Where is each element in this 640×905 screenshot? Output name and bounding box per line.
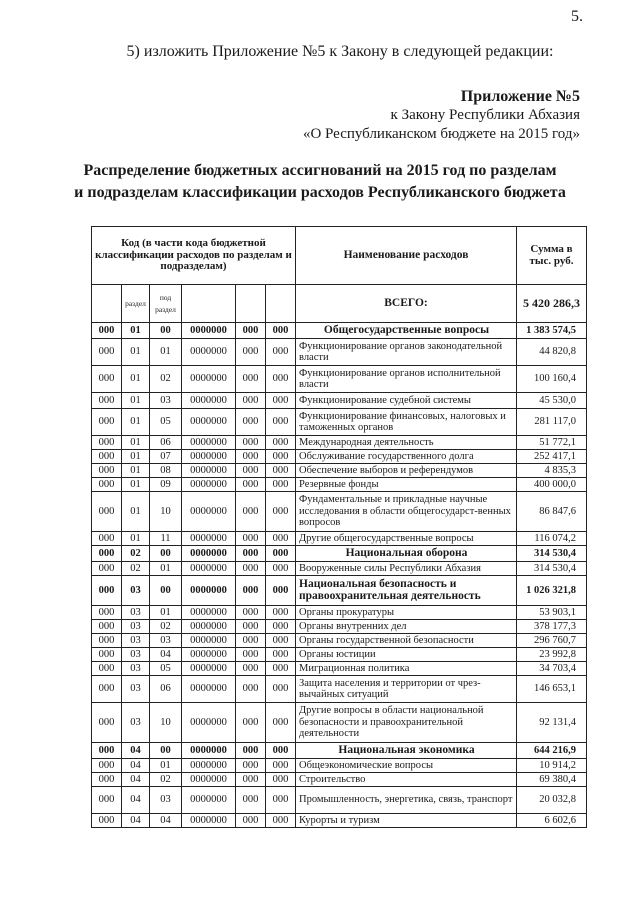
expense-sum: 6 602,6 bbox=[517, 814, 587, 828]
expense-sum: 69 380,4 bbox=[517, 773, 587, 787]
code-economic: 000 bbox=[266, 562, 296, 576]
expense-name: Органы юстиции bbox=[296, 648, 517, 662]
code-section: 04 bbox=[122, 787, 150, 814]
expense-name: Обслуживание государственного долга bbox=[296, 450, 517, 464]
code-budget: 000 bbox=[92, 634, 122, 648]
code-target: 0000000 bbox=[182, 450, 236, 464]
code-section: 03 bbox=[122, 648, 150, 662]
expense-sum: 378 177,3 bbox=[517, 620, 587, 634]
code-subsection: 04 bbox=[150, 814, 182, 828]
code-economic: 000 bbox=[266, 662, 296, 676]
code-budget: 000 bbox=[92, 787, 122, 814]
table-row bbox=[92, 409, 587, 436]
code-subsection: 04 bbox=[150, 648, 182, 662]
code-budget: 000 bbox=[92, 532, 122, 546]
code-budget: 000 bbox=[92, 464, 122, 478]
code-subsection: 01 bbox=[150, 339, 182, 366]
code-expense-type: 000 bbox=[236, 787, 266, 814]
code-expense-type: 000 bbox=[236, 323, 266, 339]
code-economic: 000 bbox=[266, 759, 296, 773]
appendix-title: Приложение №5 bbox=[460, 88, 580, 105]
table-row bbox=[92, 662, 587, 676]
code-subsection: 05 bbox=[150, 662, 182, 676]
code-budget: 000 bbox=[92, 366, 122, 393]
code-expense-type: 000 bbox=[236, 814, 266, 828]
section-row bbox=[92, 546, 587, 562]
code-section: 01 bbox=[122, 450, 150, 464]
expense-name: Функционирование финансовых, налоговых и таможенных органов bbox=[296, 409, 517, 436]
code-subsection: 01 bbox=[150, 759, 182, 773]
code-target: 0000000 bbox=[182, 323, 236, 339]
code-budget: 000 bbox=[92, 576, 122, 606]
expense-sum: 314 530,4 bbox=[517, 546, 587, 562]
expense-name: Курорты и туризм bbox=[296, 814, 517, 828]
expense-name: Международная деятельность bbox=[296, 436, 517, 450]
code-section: 01 bbox=[122, 492, 150, 532]
code-target: 0000000 bbox=[182, 339, 236, 366]
expense-name: Миграционная политика bbox=[296, 662, 517, 676]
table-row bbox=[92, 562, 587, 576]
table-row bbox=[92, 620, 587, 634]
code-economic: 000 bbox=[266, 606, 296, 620]
code-expense-type: 000 bbox=[236, 478, 266, 492]
section-row bbox=[92, 323, 587, 339]
code-expense-type: 000 bbox=[236, 436, 266, 450]
code-economic: 000 bbox=[266, 620, 296, 634]
expense-name: Национальная экономика bbox=[296, 743, 517, 759]
expense-sum: 86 847,6 bbox=[517, 492, 587, 532]
code-subsection: 01 bbox=[150, 606, 182, 620]
code-subsection: 01 bbox=[150, 562, 182, 576]
table-row bbox=[92, 393, 587, 409]
expense-name: Органы прокуратуры bbox=[296, 606, 517, 620]
expense-name: Органы внутренних дел bbox=[296, 620, 517, 634]
code-subsection: 06 bbox=[150, 676, 182, 703]
code-section: 03 bbox=[122, 576, 150, 606]
code-target: 0000000 bbox=[182, 662, 236, 676]
code-target: 0000000 bbox=[182, 648, 236, 662]
code-economic: 000 bbox=[266, 323, 296, 339]
code-subsection: 00 bbox=[150, 546, 182, 562]
expense-sum: 116 074,2 bbox=[517, 532, 587, 546]
expense-sum: 44 820,8 bbox=[517, 339, 587, 366]
code-economic: 000 bbox=[266, 478, 296, 492]
code-section: 03 bbox=[122, 676, 150, 703]
code-target: 0000000 bbox=[182, 620, 236, 634]
expense-name: Промышленность, энергетика, связь, транспорт bbox=[296, 787, 517, 814]
table-row bbox=[92, 787, 587, 814]
code-economic: 000 bbox=[266, 676, 296, 703]
expense-sum: 45 530,0 bbox=[517, 393, 587, 409]
budget-table bbox=[91, 226, 587, 828]
expense-sum: 100 160,4 bbox=[517, 366, 587, 393]
code-subsection: 09 bbox=[150, 478, 182, 492]
expense-name: Строительство bbox=[296, 773, 517, 787]
code-budget: 000 bbox=[92, 773, 122, 787]
code-expense-type: 000 bbox=[236, 409, 266, 436]
code-section: 01 bbox=[122, 532, 150, 546]
code-target: 0000000 bbox=[182, 676, 236, 703]
table-row bbox=[92, 773, 587, 787]
code-section: 03 bbox=[122, 703, 150, 743]
code-section: 01 bbox=[122, 366, 150, 393]
header-name: Наименование расходов bbox=[296, 227, 517, 285]
code-budget: 000 bbox=[92, 323, 122, 339]
code-expense-type: 000 bbox=[236, 743, 266, 759]
code-subsection: 06 bbox=[150, 436, 182, 450]
code-expense-type: 000 bbox=[236, 606, 266, 620]
expense-name: Органы государственной безопасности bbox=[296, 634, 517, 648]
code-budget: 000 bbox=[92, 409, 122, 436]
code-expense-type: 000 bbox=[236, 773, 266, 787]
code-budget: 000 bbox=[92, 676, 122, 703]
code-budget: 000 bbox=[92, 648, 122, 662]
expense-name: Национальная безопасность и правоохранительная деятельность bbox=[296, 576, 517, 606]
code-budget: 000 bbox=[92, 662, 122, 676]
table-row bbox=[92, 648, 587, 662]
code-economic: 000 bbox=[266, 436, 296, 450]
code-expense-type: 000 bbox=[236, 464, 266, 478]
expense-name: Фундаментальные и прикладные научные исследования в области общегосударст-венных вопросов bbox=[296, 492, 517, 532]
code-section: 04 bbox=[122, 814, 150, 828]
table-row bbox=[92, 634, 587, 648]
expense-sum: 92 131,4 bbox=[517, 703, 587, 743]
instruction-text: 5) изложить Приложение №5 к Закону в следующей редакции: bbox=[126, 43, 554, 60]
code-budget: 000 bbox=[92, 562, 122, 576]
code-subsection: 10 bbox=[150, 492, 182, 532]
expense-name: Общегосударственные вопросы bbox=[296, 323, 517, 339]
code-target: 0000000 bbox=[182, 478, 236, 492]
expense-sum: 51 772,1 bbox=[517, 436, 587, 450]
code-section: 01 bbox=[122, 436, 150, 450]
code-budget: 000 bbox=[92, 436, 122, 450]
code-target: 0000000 bbox=[182, 562, 236, 576]
code-economic: 000 bbox=[266, 634, 296, 648]
expense-sum: 1 383 574,5 bbox=[517, 323, 587, 339]
table-row bbox=[92, 759, 587, 773]
code-expense-type: 000 bbox=[236, 676, 266, 703]
expense-name: Функционирование органов исполнительной власти bbox=[296, 366, 517, 393]
code-expense-type: 000 bbox=[236, 576, 266, 606]
code-budget: 000 bbox=[92, 478, 122, 492]
code-target: 0000000 bbox=[182, 409, 236, 436]
total-value: 5 420 286,3 bbox=[517, 285, 587, 323]
code-expense-type: 000 bbox=[236, 532, 266, 546]
code-budget: 000 bbox=[92, 546, 122, 562]
code-budget: 000 bbox=[92, 450, 122, 464]
code-expense-type: 000 bbox=[236, 620, 266, 634]
document-title-line-2: и подразделам классификации расходов Республиканского бюджета bbox=[74, 184, 566, 201]
code-subsection: 03 bbox=[150, 787, 182, 814]
table-row bbox=[92, 492, 587, 532]
table-subheader-row bbox=[92, 285, 587, 323]
code-target: 0000000 bbox=[182, 436, 236, 450]
code-section: 01 bbox=[122, 393, 150, 409]
table-row bbox=[92, 464, 587, 478]
code-budget: 000 bbox=[92, 606, 122, 620]
code-subsection: 00 bbox=[150, 323, 182, 339]
code-target: 0000000 bbox=[182, 532, 236, 546]
table-row bbox=[92, 478, 587, 492]
document-title-line-1: Распределение бюджетных ассигнований на 2015 год по разделам bbox=[83, 162, 557, 179]
header-subsection: под раздел bbox=[150, 285, 182, 323]
code-subsection: 00 bbox=[150, 576, 182, 606]
table-row bbox=[92, 703, 587, 743]
code-section: 03 bbox=[122, 662, 150, 676]
expense-sum: 1 026 321,8 bbox=[517, 576, 587, 606]
expense-sum: 34 703,4 bbox=[517, 662, 587, 676]
code-economic: 000 bbox=[266, 743, 296, 759]
appendix-law-name: «О Республиканском бюджете на 2015 год» bbox=[302, 126, 580, 142]
code-target: 0000000 bbox=[182, 703, 236, 743]
code-subsection: 05 bbox=[150, 409, 182, 436]
code-section: 02 bbox=[122, 546, 150, 562]
expense-sum: 4 835,3 bbox=[517, 464, 587, 478]
section-row bbox=[92, 743, 587, 759]
code-budget: 000 bbox=[92, 703, 122, 743]
code-subsection: 03 bbox=[150, 393, 182, 409]
code-economic: 000 bbox=[266, 703, 296, 743]
code-target: 0000000 bbox=[182, 464, 236, 478]
code-budget: 000 bbox=[92, 492, 122, 532]
expense-sum: 146 653,1 bbox=[517, 676, 587, 703]
expense-sum: 53 903,1 bbox=[517, 606, 587, 620]
table-row bbox=[92, 532, 587, 546]
code-economic: 000 bbox=[266, 648, 296, 662]
code-expense-type: 000 bbox=[236, 339, 266, 366]
code-budget: 000 bbox=[92, 814, 122, 828]
code-budget: 000 bbox=[92, 339, 122, 366]
code-subsection: 07 bbox=[150, 450, 182, 464]
code-subsection: 02 bbox=[150, 773, 182, 787]
code-budget: 000 bbox=[92, 743, 122, 759]
code-section: 01 bbox=[122, 409, 150, 436]
code-subsection: 08 bbox=[150, 464, 182, 478]
code-section: 01 bbox=[122, 464, 150, 478]
code-section: 01 bbox=[122, 323, 150, 339]
table-row bbox=[92, 606, 587, 620]
code-target: 0000000 bbox=[182, 576, 236, 606]
expense-name: Общеэкономические вопросы bbox=[296, 759, 517, 773]
expense-sum: 314 530,4 bbox=[517, 562, 587, 576]
code-subsection: 03 bbox=[150, 634, 182, 648]
code-economic: 000 bbox=[266, 546, 296, 562]
code-expense-type: 000 bbox=[236, 393, 266, 409]
code-target: 0000000 bbox=[182, 606, 236, 620]
table-row bbox=[92, 450, 587, 464]
code-target: 0000000 bbox=[182, 773, 236, 787]
header-sum: Сумма в тыс. руб. bbox=[517, 227, 587, 285]
table-row bbox=[92, 366, 587, 393]
total-label: ВСЕГО: bbox=[296, 285, 517, 323]
expense-sum: 10 914,2 bbox=[517, 759, 587, 773]
code-economic: 000 bbox=[266, 339, 296, 366]
code-target: 0000000 bbox=[182, 492, 236, 532]
code-section: 01 bbox=[122, 478, 150, 492]
expense-sum: 23 992,8 bbox=[517, 648, 587, 662]
expense-sum: 20 032,8 bbox=[517, 787, 587, 814]
code-economic: 000 bbox=[266, 450, 296, 464]
table-row bbox=[92, 814, 587, 828]
code-expense-type: 000 bbox=[236, 450, 266, 464]
code-target: 0000000 bbox=[182, 759, 236, 773]
appendix-reference bbox=[303, 87, 580, 144]
code-expense-type: 000 bbox=[236, 492, 266, 532]
expense-name: Национальная оборона bbox=[296, 546, 517, 562]
expense-name: Функционирование органов законодательной власти bbox=[296, 339, 517, 366]
code-section: 03 bbox=[122, 620, 150, 634]
table-header-row bbox=[92, 227, 587, 285]
expense-sum: 400 000,0 bbox=[517, 478, 587, 492]
section-row bbox=[92, 576, 587, 606]
code-economic: 000 bbox=[266, 366, 296, 393]
expense-name: Защита населения и территории от чрез-вычайных ситуаций bbox=[296, 676, 517, 703]
code-expense-type: 000 bbox=[236, 759, 266, 773]
expense-sum: 644 216,9 bbox=[517, 743, 587, 759]
code-economic: 000 bbox=[266, 787, 296, 814]
table-row bbox=[92, 436, 587, 450]
code-section: 04 bbox=[122, 773, 150, 787]
code-section: 02 bbox=[122, 562, 150, 576]
code-target: 0000000 bbox=[182, 393, 236, 409]
expense-name: Вооруженные силы Республики Абхазия bbox=[296, 562, 517, 576]
header-code: Код (в части кода бюджетной классификации расходов по разделам и подразделам) bbox=[92, 227, 296, 285]
table-row bbox=[92, 676, 587, 703]
document-title bbox=[0, 160, 640, 204]
code-section: 03 bbox=[122, 634, 150, 648]
code-subsection: 02 bbox=[150, 366, 182, 393]
expense-sum: 281 117,0 bbox=[517, 409, 587, 436]
code-expense-type: 000 bbox=[236, 562, 266, 576]
code-economic: 000 bbox=[266, 464, 296, 478]
code-target: 0000000 bbox=[182, 743, 236, 759]
code-economic: 000 bbox=[266, 492, 296, 532]
appendix-law: к Закону Республики Абхазия bbox=[390, 107, 580, 123]
expense-sum: 252 417,1 bbox=[517, 450, 587, 464]
expense-sum: 296 760,7 bbox=[517, 634, 587, 648]
header-section: раздел bbox=[122, 285, 150, 323]
code-section: 01 bbox=[122, 339, 150, 366]
code-target: 0000000 bbox=[182, 634, 236, 648]
code-target: 0000000 bbox=[182, 787, 236, 814]
code-section: 03 bbox=[122, 606, 150, 620]
code-subsection: 00 bbox=[150, 743, 182, 759]
code-target: 0000000 bbox=[182, 814, 236, 828]
code-expense-type: 000 bbox=[236, 648, 266, 662]
code-expense-type: 000 bbox=[236, 546, 266, 562]
code-budget: 000 bbox=[92, 759, 122, 773]
code-subsection: 10 bbox=[150, 703, 182, 743]
code-target: 0000000 bbox=[182, 366, 236, 393]
code-expense-type: 000 bbox=[236, 662, 266, 676]
code-expense-type: 000 bbox=[236, 366, 266, 393]
expense-name: Другие вопросы в области национальной безопасности и правоохранительной деятельности bbox=[296, 703, 517, 743]
code-economic: 000 bbox=[266, 773, 296, 787]
expense-name: Резервные фонды bbox=[296, 478, 517, 492]
code-subsection: 02 bbox=[150, 620, 182, 634]
code-economic: 000 bbox=[266, 393, 296, 409]
expense-name: Обеспечение выборов и референдумов bbox=[296, 464, 517, 478]
code-target: 0000000 bbox=[182, 546, 236, 562]
page-number: 5. bbox=[571, 8, 583, 25]
code-expense-type: 000 bbox=[236, 703, 266, 743]
code-budget: 000 bbox=[92, 620, 122, 634]
code-economic: 000 bbox=[266, 532, 296, 546]
code-expense-type: 000 bbox=[236, 634, 266, 648]
code-section: 04 bbox=[122, 743, 150, 759]
code-economic: 000 bbox=[266, 409, 296, 436]
expense-name: Другие общегосударственные вопросы bbox=[296, 532, 517, 546]
code-budget: 000 bbox=[92, 393, 122, 409]
code-economic: 000 bbox=[266, 814, 296, 828]
code-section: 04 bbox=[122, 759, 150, 773]
table-row bbox=[92, 339, 587, 366]
code-subsection: 11 bbox=[150, 532, 182, 546]
code-economic: 000 bbox=[266, 576, 296, 606]
expense-name: Функционирование судебной системы bbox=[296, 393, 517, 409]
